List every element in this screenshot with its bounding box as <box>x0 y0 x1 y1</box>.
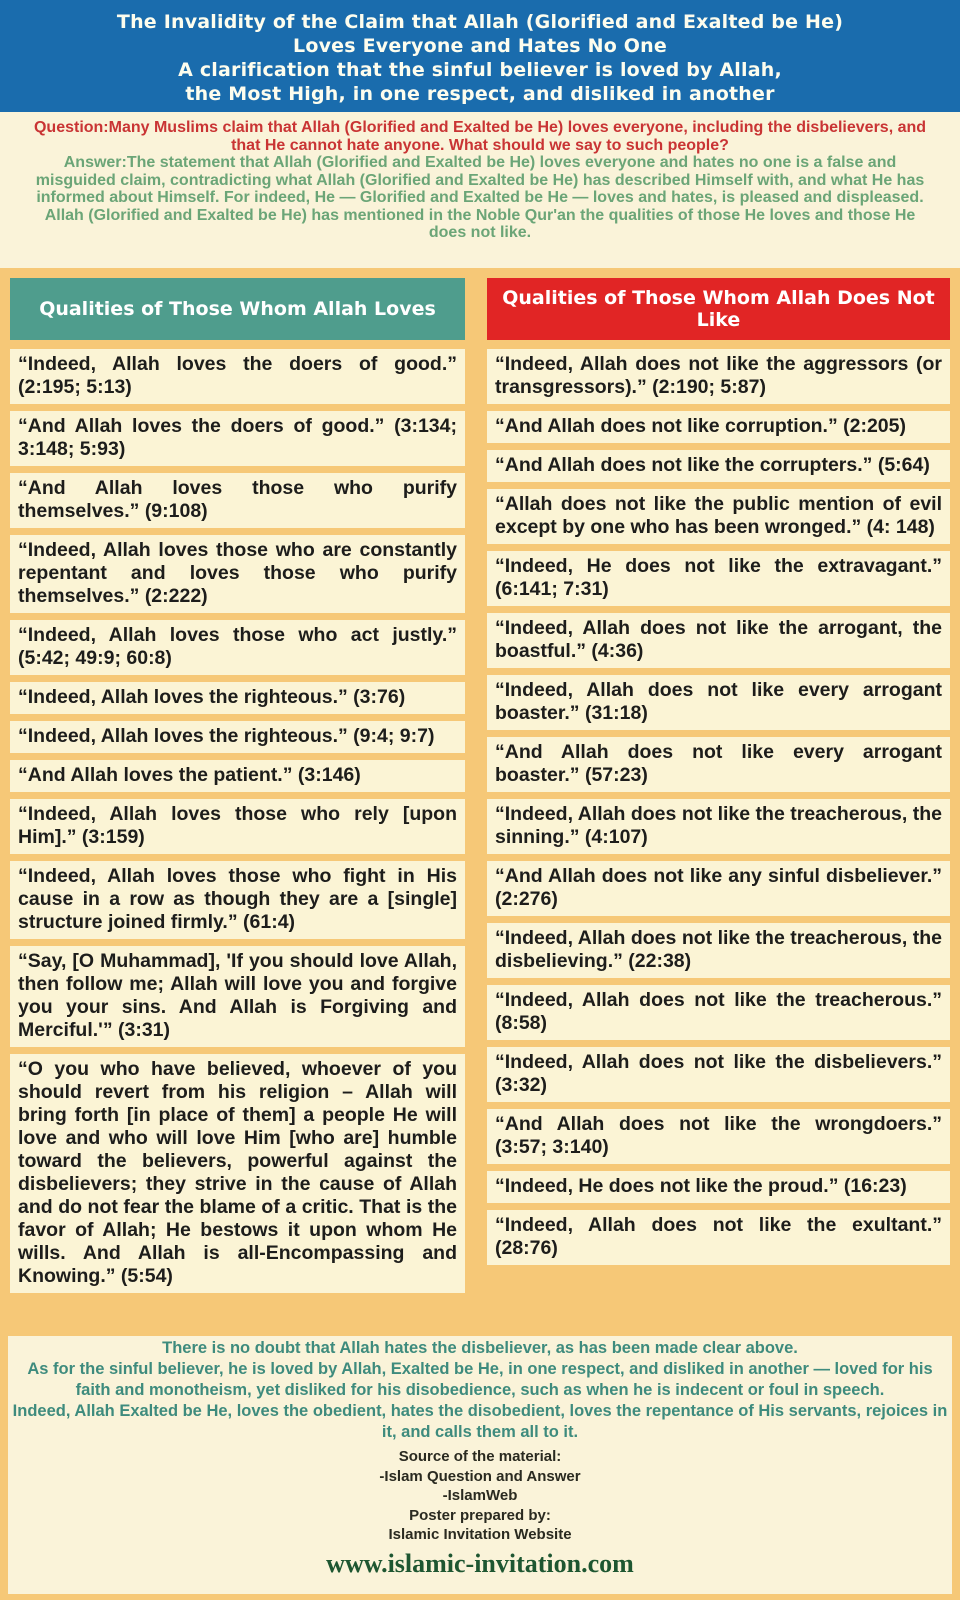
source-item: -IslamWeb <box>442 1487 518 1504</box>
quote-text: “And Allah does not like corruption.” (2:205) <box>495 415 906 437</box>
quote-card <box>487 1171 950 1203</box>
columns-area <box>0 268 960 1300</box>
quote-card <box>487 1047 950 1102</box>
source-block <box>8 1447 952 1545</box>
quote-text: “Indeed, Allah does not like the treacherous, the sinning.” (4:107) <box>495 803 942 848</box>
source-item: -Islam Question and Answer <box>379 1467 581 1485</box>
quote-card <box>10 473 465 528</box>
quote-card <box>10 411 465 466</box>
quote-card <box>10 349 465 404</box>
source-list <box>8 1467 952 1506</box>
quote-card <box>487 923 950 978</box>
title-line: A clarification that the sinful believer is loved by Allah, <box>178 59 782 81</box>
title-banner <box>0 0 960 112</box>
prepared-by: Islamic Invitation Website <box>388 1526 572 1543</box>
title-lines <box>0 10 960 106</box>
closing-statement <box>8 1338 952 1443</box>
quote-text: “And Allah loves those who purify themselves.” (9:108) <box>18 477 457 522</box>
quote-text: “Say, [O Muhammad], 'If you should love Allah, then follow me; Allah will love you and forgive you your sins. And Allah is Forgiving and Merciful.'” (3:31) <box>18 950 457 1041</box>
loves-column-header: Qualities of Those Whom Allah Loves <box>10 278 465 340</box>
quote-card <box>10 799 465 854</box>
title-line: The Invalidity of the Claim that Allah (Glorified and Exalted be He) <box>116 11 844 33</box>
quote-card <box>487 489 950 544</box>
quote-text: “And Allah does not like any sinful disbeliever.” (2:276) <box>495 865 942 910</box>
quote-text: “And Allah does not like the corrupters.” (5:64) <box>495 454 930 476</box>
website-link[interactable]: www.islamic-invitation.com <box>326 1548 634 1578</box>
title-line: Loves Everyone and Hates No One <box>293 35 667 57</box>
quote-text: “Indeed, Allah does not like the treacherous.” (8:58) <box>495 989 942 1034</box>
quote-text: “Allah does not like the public mention of evil except by one who has been wronged.” (4: 148) <box>495 493 942 538</box>
quote-text: “Indeed, Allah does not like the arrogant, the boastful.” (4:36) <box>495 617 942 662</box>
source-label: Source of the material: <box>398 1448 562 1465</box>
quote-text: “Indeed, Allah does not like the disbelievers.” (3:32) <box>495 1051 942 1096</box>
quote-text: “And Allah does not like every arrogant boaster.” (57:23) <box>495 741 942 786</box>
quote-card <box>487 737 950 792</box>
quote-card <box>487 613 950 668</box>
title-line: the Most High, in one respect, and disliked in another <box>185 83 775 105</box>
footer-wrap <box>0 1332 960 1600</box>
answer-continuation-text: Allah (Glorified and Exalted be He) has mentioned in the Noble Qur'an the qualities of those He loves and those He does not like. <box>44 206 916 241</box>
answer-text: Answer:The statement that Allah (Glorified and Exalted be He) loves everyone and hates no one is a false and misguided claim, contradicting what Allah (Glorified and Exalted be He) has described Himself with, and what He has informed about Himself. For indeed, He — Glorified and Exalted be He — loves and hates, is pleased and displeased. <box>35 154 925 206</box>
dislikes-column <box>487 278 950 1272</box>
quote-text: “And Allah does not like the wrongdoers.” (3:57; 3:140) <box>495 1113 942 1158</box>
quote-text: “Indeed, Allah loves those who act justly.” (5:42; 49:9; 60:8) <box>18 624 457 669</box>
quote-text: “And Allah loves the patient.” (3:146) <box>18 764 361 786</box>
quote-text: “Indeed, Allah does not like every arrogant boaster.” (31:18) <box>495 679 942 724</box>
closing-paragraph: Indeed, Allah Exalted be He, loves the obedient, hates the disobedient, loves the repentance of His servants, rejoices in it, and calls them all to it. <box>12 1402 948 1441</box>
quote-card <box>10 535 465 613</box>
quote-text: “Indeed, He does not like the extravagant.” (6:141; 7:31) <box>495 555 942 600</box>
quote-card <box>487 861 950 916</box>
quote-text: “Indeed, Allah does not like the treacherous, the disbelieving.” (22:38) <box>495 927 942 972</box>
quote-text: “And Allah loves the doers of good.” (3:134; 3:148; 5:93) <box>18 415 457 460</box>
quote-card <box>487 985 950 1040</box>
quote-text: “O you who have believed, whoever of you should revert from his religion – Allah will bring forth [in place of them] a people He will love and who will love Him [who are] humble toward the believers, powerful against the disbelievers; they strive in the cause of Allah and do not fear the blame of a critic. That is the favor of Allah; He bestows it upon whom He wills. And Allah is all-Encompassing and Knowing.” (5:54) <box>18 1058 457 1287</box>
question-answer-section <box>0 112 960 268</box>
quote-card <box>487 349 950 404</box>
dislikes-column-header: Qualities of Those Whom Allah Does Not Like <box>487 278 950 340</box>
closing-paragraph: As for the sinful believer, he is loved by Allah, Exalted be He, in one respect, and disliked in another — loved for his faith and monotheism, yet disliked for his disobedience, such as when he is indecent or foul in speech. <box>27 1360 933 1399</box>
loves-quote-list <box>10 349 465 1300</box>
quote-card <box>10 1054 465 1293</box>
quote-card <box>487 411 950 443</box>
quote-card <box>10 946 465 1047</box>
quote-text: “Indeed, Allah loves those who rely [upon Him].” (3:159) <box>18 803 457 848</box>
quote-card <box>10 760 465 792</box>
quote-text: “Indeed, Allah loves the doers of good.” (2:195; 5:13) <box>18 353 457 398</box>
quote-card <box>10 620 465 675</box>
quote-card <box>487 799 950 854</box>
quote-text: “Indeed, Allah does not like the exultant.” (28:76) <box>495 1214 942 1259</box>
quote-text: “Indeed, Allah loves those who are constantly repentant and loves those who purify themselves.” (2:222) <box>18 539 457 607</box>
dislikes-quote-list <box>487 349 950 1272</box>
loves-column <box>10 278 465 1300</box>
quote-card <box>10 861 465 939</box>
quote-card <box>10 682 465 714</box>
quote-card <box>487 675 950 730</box>
quote-card <box>487 1109 950 1164</box>
quote-card <box>10 721 465 753</box>
prepared-label: Poster prepared by: <box>409 1506 551 1524</box>
quote-text: “Indeed, He does not like the proud.” (16:23) <box>495 1175 907 1197</box>
quote-text: “Indeed, Allah loves the righteous.” (3:76) <box>18 686 406 708</box>
quote-card <box>487 551 950 606</box>
quote-text: “Indeed, Allah loves the righteous.” (9:4; 9:7) <box>18 725 435 747</box>
footer <box>8 1336 952 1594</box>
quote-text: “Indeed, Allah does not like the aggressors (or transgressors).” (2:190; 5:87) <box>495 353 942 398</box>
quote-card <box>487 450 950 482</box>
quote-card <box>487 1210 950 1265</box>
question-text: Question:Many Muslims claim that Allah (Glorified and Exalted be He) loves everyone, including the disbelievers, and that He cannot hate anyone. What should we say to such people? <box>33 119 927 154</box>
quote-text: “Indeed, Allah loves those who fight in His cause in a row as though they are a [single] structure joined firmly.” (61:4) <box>18 865 457 933</box>
closing-paragraph: There is no doubt that Allah hates the disbeliever, as has been made clear above. <box>162 1339 798 1357</box>
